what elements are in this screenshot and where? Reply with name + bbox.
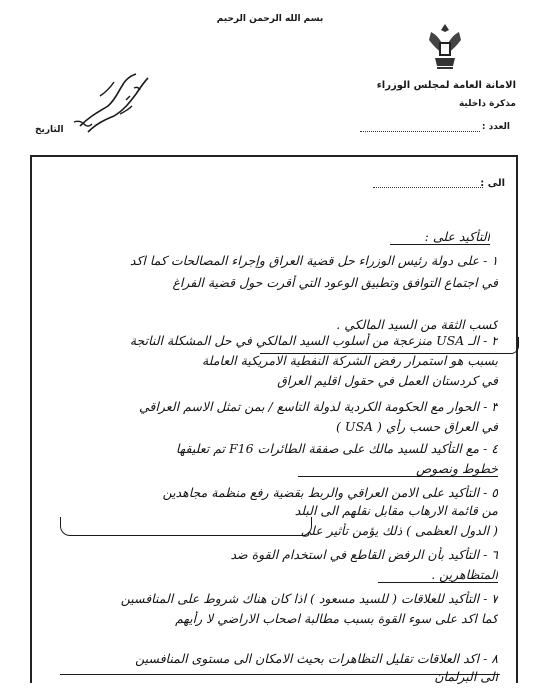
body-line: في كردستان العمل في حقول اقليم العراق [277,373,498,388]
underline-mark [60,517,312,536]
body-line: في العراق حسب رأي ( USA ) [336,419,498,434]
handwritten-signature [70,66,155,136]
body-line: ٣ - الحوار مع الحكومة الكردية لدولة التاسع / بمن تمثل الاسم العراقي [139,399,498,414]
underline-mark [60,664,500,675]
body-line: ( الدول العظمى ) ذلك يؤمن تأثير على [300,523,498,538]
iraq-eagle-emblem-icon [425,22,465,74]
body-line: كما اكد على سوء القوة بسبب مطالبة اصحاب الاراضي لا رأيهم [175,611,498,626]
organization-name: الامانة العامة لمجلس الوزراء [376,80,516,91]
body-line: من قائمة الارهاب مقابل نقلهم الى البلد [294,503,498,518]
body-line: ٥ - التأكيد على الامن العراقي والربط بقضية رفع منظمة مجاهدين [162,485,498,500]
body-line: ٦ - التأكيد بأن الرفض القاطع في استخدام القوة ضد [230,547,498,562]
date-label: التاريخ [35,125,64,135]
to-label: الى : [480,178,505,189]
underline-mark [260,337,519,354]
memo-type: مذكرة داخلية [458,99,516,109]
body-line: المتظاهرين . [378,567,498,583]
body-line: ٨ - اكد العلاقات تقليل التظاهرات بحيث الامكان الى مستوى المنافسين [135,651,498,666]
body-line: ١ - على دولة رئيس الوزراء حل قضية العراق وإجراء المصالحات كما اكد [129,253,498,268]
body-line: كسب الثقة من السيد المالكي . [336,317,498,332]
body-line: خطوط ونصوص [298,461,498,477]
body-line: ٤ - مع التأكيد للسيد مالك على صفقة الطائرات F16 تم تعليقها [175,441,498,456]
body-line: بسبب هو استمرار رفض الشركة النفطية الامريكية العاملة [201,353,498,368]
body-line: ٧ - التأكيد للعلاقات ( للسيد مسعود ) اذا كان هناك شروط على المنافسين [120,591,498,606]
number-dotted-line [360,131,480,132]
basmala-header: بسم الله الرحمن الرحيم [216,14,324,24]
number-field [340,122,510,136]
body-line: في اجتماع التوافق وتطبيق الوعود التي أقرت حول قضية الفراغ [172,275,498,290]
to-field [305,178,505,192]
number-label: العدد : [481,122,510,132]
to-dotted-line [373,187,483,188]
body-line: ٢ - الـ USA منزعجة من أسلوب السيد المالكي في حل المشكلة الناتجة [129,333,498,348]
body-line: التأكيد على : [390,229,490,245]
body-line: الى البرلمان [434,669,498,684]
